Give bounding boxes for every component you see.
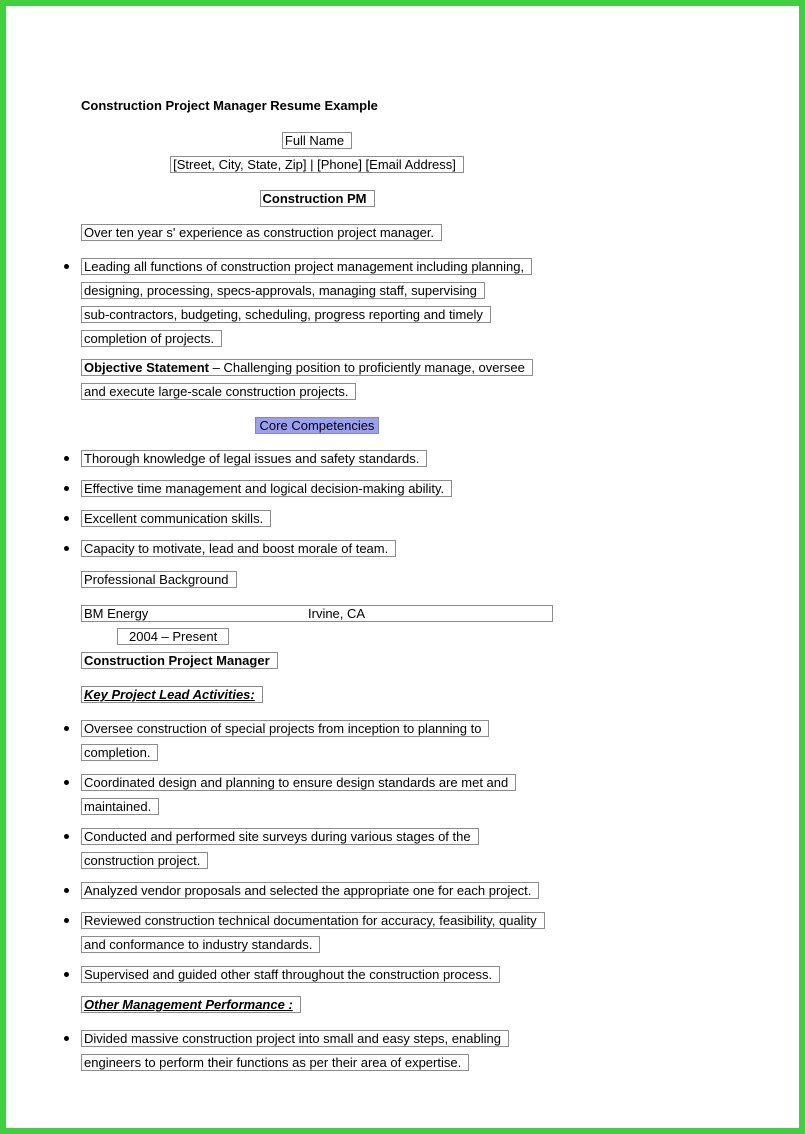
bullet-icon [64, 486, 69, 491]
activity-line[interactable]: Oversee construction of special projects from inception to planning to [81, 720, 489, 737]
activity-item [81, 828, 553, 870]
summary-bullet-line[interactable]: Leading all functions of construction project management including planning, [81, 258, 532, 275]
competency-item [81, 540, 553, 558]
bullet-icon [64, 726, 69, 731]
activity-line[interactable]: and conformance to industry standards. [81, 936, 320, 953]
other-performance-heading[interactable]: Other Management Performance : [81, 996, 301, 1013]
activity-item [81, 882, 553, 900]
competency-field[interactable]: Excellent communication skills. [81, 510, 271, 527]
activity-line[interactable]: completion. [81, 744, 158, 761]
key-activities-heading[interactable]: Key Project Lead Activities: [81, 686, 263, 703]
page-title: Construction Project Manager Resume Example [81, 98, 378, 113]
competency-field[interactable]: Effective time management and logical decision-making ability. [81, 480, 452, 497]
bullet-icon [64, 546, 69, 551]
core-competencies-heading[interactable]: Core Competencies [255, 417, 380, 434]
bullet-icon [64, 780, 69, 785]
contact-field[interactable]: [Street, City, State, Zip] | [Phone] [Email Address] [170, 156, 464, 173]
competency-field[interactable]: Capacity to motivate, lead and boost morale of team. [81, 540, 396, 557]
activity-line[interactable]: maintained. [81, 798, 159, 815]
professional-background-heading[interactable]: Professional Background [81, 571, 237, 588]
bullet-icon [64, 888, 69, 893]
job-title-row [81, 652, 553, 670]
summary-bullet-line[interactable]: completion of projects. [81, 330, 222, 347]
objective-line[interactable] [81, 359, 533, 376]
competency-item [81, 510, 553, 528]
company-name: BM Energy [84, 606, 149, 621]
full-name-field[interactable]: Full Name [282, 132, 352, 149]
employer-row[interactable] [81, 605, 553, 622]
objective-text: – Challenging position to proficiently manage, oversee [209, 360, 525, 375]
summary-bullet-line[interactable]: sub-contractors, budgeting, scheduling, progress reporting and timely [81, 306, 491, 323]
activity-line[interactable]: Conducted and performed site surveys during various stages of the [81, 828, 479, 845]
key-activities-heading-row [81, 686, 553, 704]
activity-line[interactable]: Coordinated design and planning to ensure design standards are met and [81, 774, 516, 791]
role-heading-field[interactable]: Construction PM [260, 190, 375, 207]
other-performance-line[interactable]: engineers to perform their functions as per their area of expertise. [81, 1054, 469, 1071]
contact-row [81, 156, 553, 174]
role-heading-row [81, 190, 553, 208]
dates-row [81, 628, 553, 646]
activity-line[interactable]: construction project. [81, 852, 208, 869]
bullet-icon [64, 972, 69, 977]
professional-background-row [81, 571, 553, 589]
summary-intro-row [81, 224, 553, 242]
company-location: Irvine, CA [308, 606, 366, 621]
activity-line[interactable]: Reviewed construction technical documentation for accuracy, feasibility, quality [81, 912, 545, 929]
objective-statement [81, 359, 553, 401]
other-performance-line[interactable]: Divided massive construction project into small and easy steps, enabling [81, 1030, 509, 1047]
resume-content [81, 6, 553, 1072]
bullet-icon [64, 1036, 69, 1041]
bullet-icon [64, 918, 69, 923]
activity-item [81, 912, 553, 954]
bullet-icon [64, 456, 69, 461]
core-competencies-row [81, 417, 553, 435]
objective-line[interactable]: and execute large-scale construction projects. [81, 383, 356, 400]
full-name-row [81, 132, 553, 150]
objective-label: Objective Statement [84, 360, 209, 375]
summary-bullet-item [81, 258, 553, 348]
bullet-icon [64, 516, 69, 521]
competency-item [81, 450, 553, 468]
competency-item [81, 480, 553, 498]
summary-intro-field[interactable]: Over ten year s' experience as construction project manager. [81, 224, 442, 241]
other-performance-item [81, 1030, 553, 1072]
other-performance-heading-row [81, 996, 553, 1014]
summary-bullet-line[interactable]: designing, processing, specs-approvals, managing staff, supervising [81, 282, 485, 299]
job-title-field[interactable]: Construction Project Manager [81, 652, 278, 669]
competency-field[interactable]: Thorough knowledge of legal issues and safety standards. [81, 450, 427, 467]
activity-item [81, 720, 553, 762]
employment-dates-field[interactable]: 2004 – Present [117, 628, 229, 645]
activity-item [81, 966, 553, 984]
activity-line[interactable]: Supervised and guided other staff throughout the construction process. [81, 966, 500, 983]
activity-item [81, 774, 553, 816]
bullet-icon [64, 834, 69, 839]
bullet-icon [64, 264, 69, 269]
activity-line[interactable]: Analyzed vendor proposals and selected the appropriate one for each project. [81, 882, 539, 899]
